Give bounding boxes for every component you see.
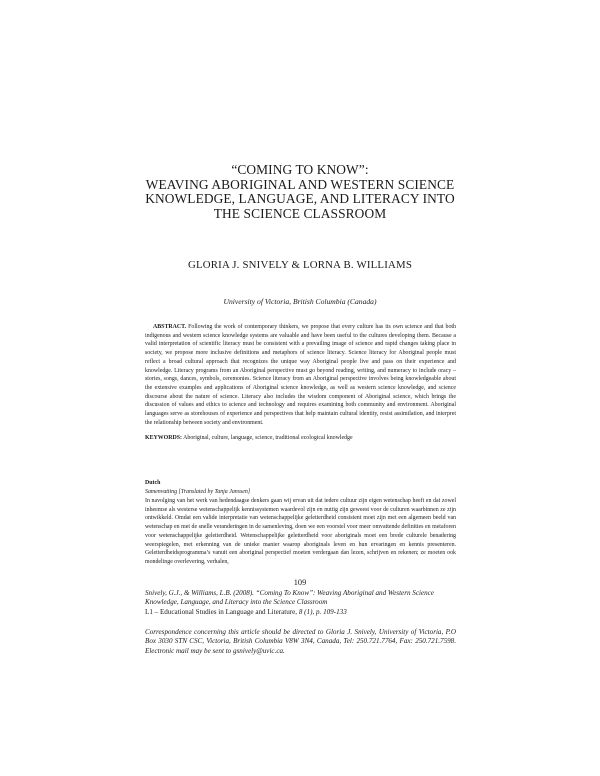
page-number: 109 (293, 578, 307, 587)
dutch-heading: Dutch (145, 480, 161, 486)
correspondence-note: Correspondence concerning this article should be directed to Gloria J. Snively, University of Victoria, P.O Box 3030 STN CSC, Victoria, British Columbia V8W 3N4, Canada, Tel: 250.721.7764, Fax: 250.721.7598. Electronic mail may be sent to gsnively@uvic.ca. (145, 628, 456, 655)
abstract-label: ABSTRACT. (153, 324, 187, 330)
title-line-2: WEAVING ABORIGINAL AND WESTERN SCIENCE (145, 176, 455, 192)
keywords (145, 434, 456, 443)
dutch-summary: In navolging van het werk van hedendaagse denkers gaan wij ervan uit dat iedere cultuur zijn eigen wetenschap heeft en dat zowel inheemse als westerse wetenschappelijk kennissystemen waardevol zijn en nuttig zijn geweest voor de culturen waarbinnen ze zijn ontwikkeld. Omdat een valide interpretatie van wetenschappelijke geletterdheid consistent moet zijn met een algemeen beeld van wetenschap en met de snelle veranderingen in de samenleving, doen we een voorstel voor meer omvattende definities en metaforen voor wetenschappelijke geletterdheid. Wetenschappelijke geletterdheid voor aboriginals moet een brede culturele benadering weerspiegelen, met erkenning van de unieke manier waarop aboriginals leven en hun ervaringen en kennis presenteren. Geletterdheidsprogramma’s vanuit een aboriginal perspectief moeten verdergaan dan lezen, schrijven en rekenen; ze moeten ook mondelinge overlevering, verhalen, (145, 498, 456, 565)
keywords-label: KEYWORDS: (145, 435, 182, 441)
paper-title (60, 163, 540, 221)
citation-reference: Snively, G.J., & Williams, L.B. (2008). “Coming To Know”: Weaving Aboriginal and Western Science Knowledge, Language, and Literacy into the Science Classroom (145, 589, 434, 607)
keywords-text: Aboriginal, culture, language, science, traditional ecological knowledge (183, 435, 353, 441)
authors: GLORIA J. SNIVELY & LORNA B. WILLIAMS (187, 259, 413, 271)
abstract (145, 323, 456, 427)
affiliation: University of Victoria, British Columbia (Canada) (223, 297, 377, 306)
citation-journal: L1 – Educational Studies in Language and Literature, (145, 607, 298, 616)
title-line-4: THE SCIENCE CLASSROOM (213, 205, 387, 221)
dutch-subheading: Samenvatting [Translated by Tanja Janssen] (145, 489, 251, 495)
title-line-3: KNOWLEDGE, LANGUAGE, AND LITERACY INTO (145, 191, 455, 206)
abstract-text: Following the work of contemporary thinkers, we propose that every culture has its own science and that both indigenous and western science knowledge systems are valuable and have been useful to the cultures developing them. Because a valid interpretation of scientific literacy must be consistent with a prevailing image of science and rapid changes taking place in society, we propose more inclusive definitions and metaphors of science literacy. Science literacy for Aboriginal people must reflect a broad cultural approach that recognizes the unique way Aboriginal people live and pass on their experience and knowledge. Literacy programs from an Aboriginal perspective must go beyond reading, writing, and numeracy to include oracy – stories, songs, dances, symbols, ceremonies. Science literacy from an Aboriginal perspective involves being knowledgeable about the extensive examples and applications of Aboriginal science knowledge, as well as western science knowledge, and science discourse about the nature of science. Literacy also includes the wisdom component of Aboriginal science, which brings the discussion of values and ethics to science and technology and requires examining both community and environment. Aboriginal languages serve as storehouses of experience and perspectives that help maintain cultural identity, resist assimilation, and interpret the relationship between society and environment. (145, 324, 456, 426)
citation (145, 589, 456, 617)
citation-volume: 8 (1), p. 109-133 (298, 607, 347, 616)
title-line-1: “COMING TO KNOW”: (231, 162, 369, 177)
